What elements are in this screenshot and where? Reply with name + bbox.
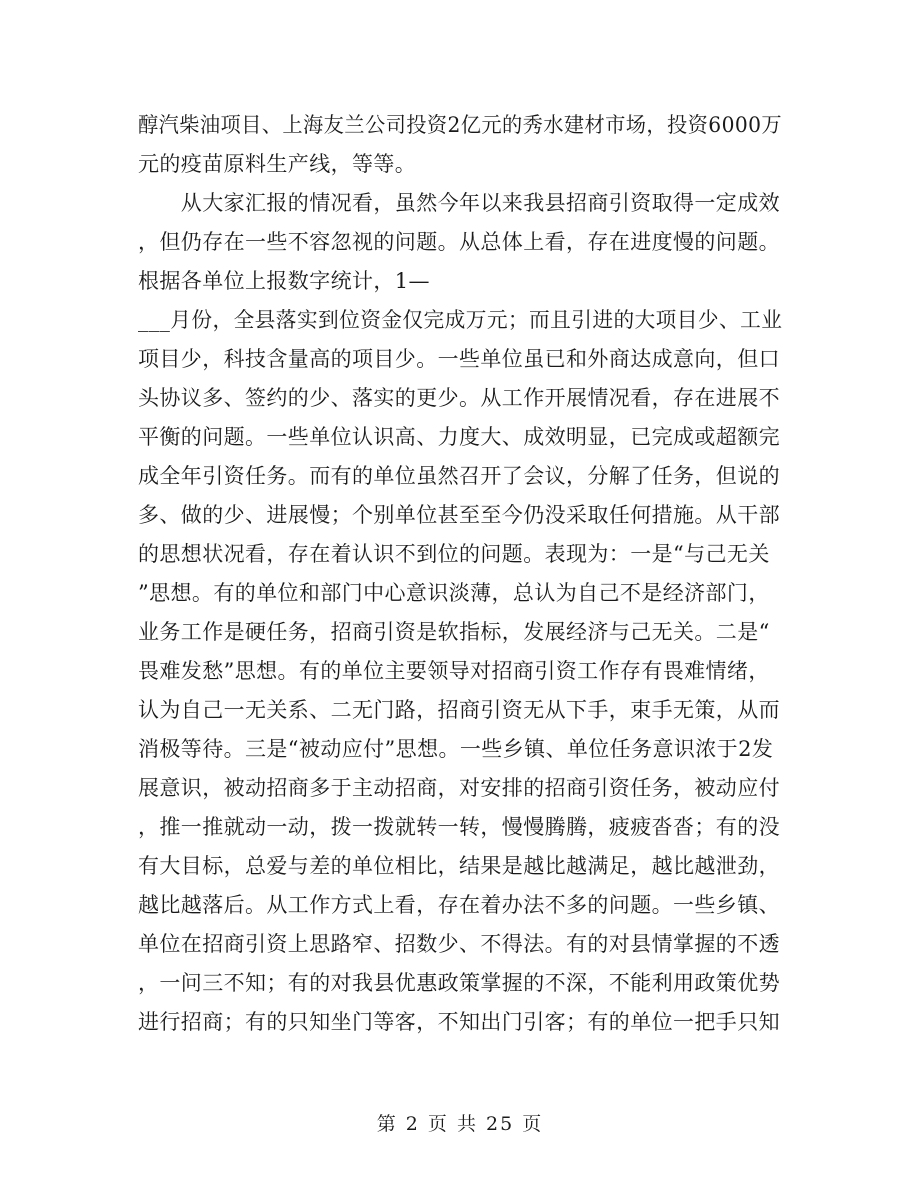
text-line: 畏难发愁”思想。有的单位主要领导对招商引资工作存有畏难情绪，	[138, 659, 770, 683]
text-line: ”思想。有的单位和部门中心意识淡薄，总认为自己不是经济部门，	[138, 581, 770, 605]
text-line: 业务工作是硬任务，招商引资是软指标，发展经济与己无关。二是“	[138, 620, 770, 644]
page-number-footer: 第 2 页 共 25 页	[376, 1113, 544, 1135]
text-line: ___月份，全县落实到位资金仅完成万元；而且引进的大项目少、工业	[138, 308, 783, 332]
text-line: 单位在招商引资上思路窄、招数少、不得法。有的对县情掌握的不透	[138, 932, 780, 956]
text-line: 从大家汇报的情况看，虽然今年以来我县招商引资取得一定成效	[138, 191, 780, 215]
text-line: 的思想状况看，存在着认识不到位的问题。表现为：一是“与己无关	[138, 542, 770, 566]
text-line: 有大目标，总爱与差的单位相比，结果是越比越满足，越比越泄劲，	[138, 854, 780, 878]
text-line: 多、做的少、进展慢；个别单位甚至至今仍没采取任何措施。从干部	[138, 503, 780, 527]
text-line: 进行招商；有的只知坐门等客，不知出门引客；有的单位一把手只知	[138, 1010, 780, 1034]
text-line: 越比越落后。从工作方式上看，存在着办法不多的问题。一些乡镇、	[138, 893, 780, 917]
text-line: 元的疫苗原料生产线，等等。	[138, 152, 417, 176]
text-line: 头协议多、签约的少、落实的更少。从工作开展情况看，存在进展不	[138, 386, 780, 410]
text-line: 项目少，科技含量高的项目少。一些单位虽已和外商达成意向，但口	[138, 347, 780, 371]
text-line: 展意识，被动招商多于主动招商，对安排的招商引资任务，被动应付	[138, 776, 780, 800]
text-line: 根据各单位上报数字统计，1—	[138, 269, 430, 293]
text-line: 认为自己一无关系、二无门路，招商引资无从下手，束手无策，从而	[138, 698, 780, 722]
text-line: 成全年引资任务。而有的单位虽然召开了会议，分解了任务，但说的	[138, 464, 780, 488]
text-line: 醇汽柴油项目、上海友兰公司投资2亿元的秀水建材市场，投资6000万	[138, 113, 783, 137]
text-line: 消极等待。三是“被动应付”思想。一些乡镇、单位任务意识浓于2发	[138, 737, 774, 761]
text-line: ，一问三不知；有的对我县优惠政策掌握的不深，不能利用政策优势	[138, 971, 780, 995]
text-line: 平衡的问题。一些单位认识高、力度大、成效明显，已完成或超额完	[138, 425, 780, 449]
text-line: ，但仍存在一些不容忽视的问题。从总体上看，存在进度慢的问题。	[138, 230, 780, 254]
text-line: ，推一推就动一动，拨一拨就转一转，慢慢腾腾，疲疲沓沓；有的没	[138, 815, 780, 839]
